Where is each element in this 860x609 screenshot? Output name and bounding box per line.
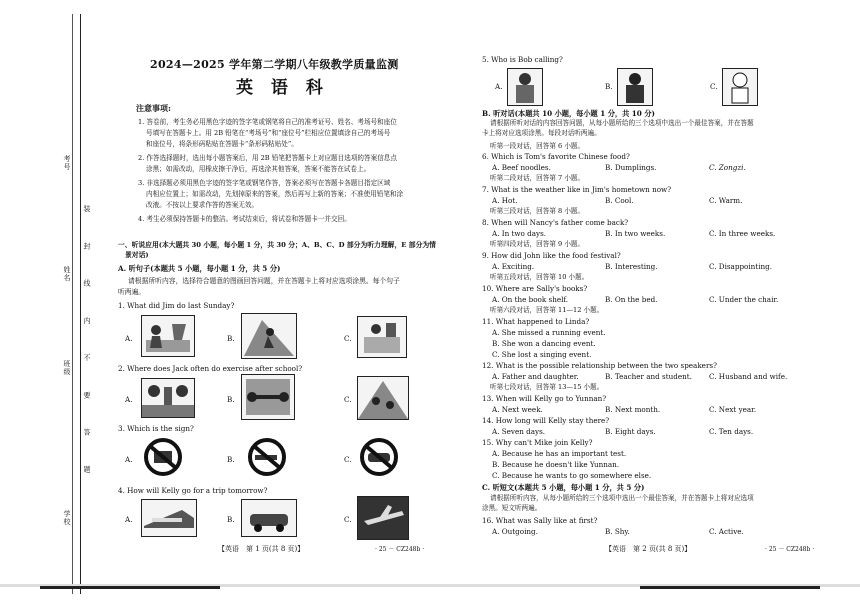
section1-heading-2: 景对话) — [125, 251, 149, 259]
q13-stem: 13. When will Kelly go to Yunnan? — [482, 394, 607, 403]
q7-option-a: A. Hot. — [492, 196, 518, 205]
q1-option-b: B. — [227, 334, 235, 343]
q10-option-b: B. On the bed. — [605, 295, 658, 304]
q3-option-c: C. — [344, 455, 352, 464]
q14-option-b: B. Eight days. — [605, 427, 656, 436]
q15-option-c: C. Because he wants to go somewhere else. — [492, 471, 652, 480]
partC-instruction-2: 涂黑。短文听两遍。 — [482, 504, 542, 512]
margin-seal-text: 装 封 线 内 不 要 答 题 — [83, 205, 91, 487]
q9-option-c: C. Disappointing. — [709, 262, 773, 271]
q13-option-a: A. Next week. — [492, 405, 543, 414]
q12-option-a: A. Father and daughter. — [492, 372, 579, 381]
park-exercise-icon — [142, 379, 194, 417]
q1-option-a: A. — [125, 334, 133, 343]
q16-option-b: B. Shy. — [605, 527, 630, 536]
q13-option-c: C. Next year. — [709, 405, 757, 414]
no-smoking-sign-icon — [245, 437, 289, 477]
partA-instruction: 请根据所听内容，选择符合题意的图画回答问题，并在答题卡上将对应选项涂黑。每个句子 — [128, 277, 400, 285]
q2-option-a: A. — [125, 395, 133, 404]
scan-mark — [40, 586, 220, 589]
exam-title: 2024—2025 学年第二学期八年级教学质量监测 — [150, 58, 399, 71]
dialog3-note: 听第三段对话，回答第 8 小题。 — [490, 207, 585, 215]
q1-picture-c — [357, 316, 407, 358]
q12-stem: 12. What is the possible relationship between the two speakers? — [482, 361, 717, 370]
dialog2-note: 听第二段对话，回答第 7 小题。 — [490, 174, 585, 182]
q4-option-c: C. — [344, 515, 352, 524]
playground-icon — [358, 377, 408, 419]
q3-sign-a — [141, 437, 185, 477]
partA-instruction-2: 听两遍。 — [118, 288, 146, 296]
q8-option-b: B. In two weeks. — [605, 229, 666, 238]
q9-option-b: B. Interesting. — [605, 262, 658, 271]
q6-option-b: B. Dumplings. — [605, 163, 657, 172]
notice-heading: 注意事项: — [136, 103, 171, 113]
q4-picture-a — [141, 499, 197, 537]
q15-option-b: B. Because he doesn't like Yunnan. — [492, 460, 620, 469]
q4-stem: 4. How will Kelly go for a trip tomorrow? — [118, 486, 268, 495]
doctor-icon — [508, 69, 542, 105]
q1-stem: 1. What did Jim do last Sunday? — [118, 301, 235, 310]
partB-heading: B. 听对话(本题共 10 小题，每小题 1 分，共 10 分) — [482, 109, 655, 118]
q3-option-b: B. — [227, 455, 235, 464]
car-icon — [242, 500, 296, 536]
partB-instruction-2: 卡上将对应选项涂黑。每段对话听两遍。 — [482, 129, 601, 137]
partA-heading: A. 听句子(本题共 5 小题，每小题 1 分，共 5 分) — [118, 264, 281, 273]
q2-picture-b — [241, 374, 295, 420]
q12-option-b: B. Teacher and student. — [605, 372, 692, 381]
notice-line: 3. 非选择题必须用黑色字迹的签字笔或钢笔作答，答案必须写在答题卡各题目指定区域 — [138, 179, 391, 187]
binding-line-2 — [72, 14, 73, 594]
right-page-footer: 【英语 第 2 页(共 8 页)】 — [605, 545, 692, 553]
notice-line: 改液。不按以上要求作答的答案无效。 — [146, 201, 259, 209]
q5-stem: 5. Who is Bob calling? — [482, 55, 563, 64]
q1-picture-b — [241, 313, 297, 359]
binding-line — [80, 14, 81, 594]
q1-picture-a — [141, 315, 195, 357]
dialog4-note: 听第四段对话，回答第 9 小题。 — [490, 240, 585, 248]
policeman-icon — [618, 69, 652, 105]
dialog6-note: 听第六段对话，回答第 11—12 小题。 — [490, 306, 604, 314]
q8-option-c: C. In three weeks. — [709, 229, 776, 238]
partC-instruction: 请根据所听内容，从每小题所给的三个选项中选出一个最佳答案，并在答题卡上将对应选项 — [490, 494, 754, 502]
right-page-code: · 25 － CZ248b · — [765, 546, 815, 553]
gym-icon — [242, 375, 294, 419]
q4-option-b: B. — [227, 515, 235, 524]
q5-picture-c — [722, 68, 758, 106]
q15-stem: 15. Why can't Mike join Kelly? — [482, 438, 593, 447]
q11-option-c: C. She lost a singing event. — [492, 350, 592, 359]
q4-option-a: A. — [125, 515, 133, 524]
q6-stem: 6. Which is Tom's favorite Chinese food? — [482, 152, 630, 161]
q2-option-b: B. — [227, 395, 235, 404]
left-page-footer: 【英语 第 1 页(共 8 页)】 — [218, 545, 305, 553]
margin-xuexiao: 学校 — [63, 510, 71, 526]
margin-xingming: 姓名 — [63, 266, 71, 282]
q7-option-c: C. Warm. — [709, 196, 743, 205]
q7-stem: 7. What is the weather like in Jim's hometown now? — [482, 185, 672, 194]
q15-option-a: A. Because he has an important test. — [492, 449, 627, 458]
q9-stem: 9. How did John like the food festival? — [482, 251, 621, 260]
q5-picture-a — [507, 68, 543, 106]
q3-sign-c — [357, 437, 401, 477]
notice-line: 2. 作答选择题时，选出每小题答案后，用 2B 铅笔把答题卡上对应题目选项的答案信息点 — [138, 154, 397, 162]
q2-stem: 2. Where does Jack often do exercise after school? — [118, 364, 303, 373]
q7-option-b: B. Cool. — [605, 196, 634, 205]
notice-line: 涂黑；如需改动，用橡皮擦干净后，再选涂其他答案，答案不能答在试卷上。 — [146, 165, 371, 173]
q10-option-c: C. Under the chair. — [709, 295, 779, 304]
partB-instruction: 请根据所听对话的内容回答问题，从每小题所给的三个选项中选出一个最佳答案，并在答题 — [490, 119, 754, 127]
farm-scene-icon — [142, 316, 194, 356]
q5-option-b: B. — [605, 82, 613, 91]
notice-line: 号填写在答题卡上。用 2B 铅笔在“考场号”和“座位号”栏相应位置填涂自己的考场号 — [146, 129, 391, 137]
cleaning-icon — [358, 317, 406, 357]
dialog7-note: 听第七段对话，回答第 13—15 小题。 — [490, 383, 604, 391]
q16-option-c: C. Active. — [709, 527, 744, 536]
scan-mark — [640, 586, 820, 589]
q8-option-a: A. In two days. — [492, 229, 547, 238]
q16-option-a: A. Outgoing. — [492, 527, 538, 536]
q12-option-c: C. Husband and wife. — [709, 372, 788, 381]
q14-option-c: C. Ten days. — [709, 427, 754, 436]
q2-picture-a — [141, 378, 195, 418]
q8-stem: 8. When will Nancy's father come back? — [482, 218, 629, 227]
q9-option-a: A. Exciting. — [492, 262, 535, 271]
notice-line: 4. 考生必须保持答题卡的整洁。考试结束后，将试卷和答题卡一并交回。 — [138, 215, 351, 223]
q5-picture-b — [617, 68, 653, 106]
q10-stem: 10. Where are Sally's books? — [482, 284, 588, 293]
q5-option-a: A. — [495, 82, 503, 91]
climbing-icon — [242, 314, 296, 358]
q2-option-c: C. — [344, 395, 352, 404]
q11-option-a: A. She missed a running event. — [492, 328, 606, 337]
q6-option-c: C. Zongzi. — [709, 163, 746, 172]
q16-stem: 16. What was Sally like at first? — [482, 516, 598, 525]
q5-option-c: C. — [710, 82, 718, 91]
no-camera-sign-icon — [141, 437, 185, 477]
notice-line: 和座位号，将条形码粘贴在答题卡“条形码粘贴处”。 — [146, 140, 298, 148]
exam-subject: 英 语 科 — [236, 78, 329, 98]
dialog5-note: 听第五段对话，回答第 10 小题。 — [490, 273, 589, 281]
boy-icon — [723, 69, 757, 105]
plane-icon — [358, 497, 408, 539]
q14-stem: 14. How long will Kelly stay there? — [482, 416, 610, 425]
q2-picture-c — [357, 376, 409, 420]
dialog1-note: 听第一段对话，回答第 6 小题。 — [490, 142, 585, 150]
q4-picture-b — [241, 499, 297, 537]
section1-heading: 一、听说应用(本大题共 30 小题，每小题 1 分，共 30 分；A、B、C、D 部分为听力理解，E 部分为情 — [118, 241, 436, 249]
notice-line: 1. 答卷前，考生务必用黑色字迹的签字笔或钢笔将自己的准考证号、姓名、考场号和座位 — [138, 118, 397, 126]
q10-option-a: A. On the book shelf. — [492, 295, 569, 304]
q11-stem: 11. What happened to Linda? — [482, 317, 590, 326]
q3-option-a: A. — [125, 455, 133, 464]
notice-line: 内相应位置上；如需改动，先划掉原来的答案，然后再写上新的答案；不准使用铅笔和涂 — [146, 190, 404, 198]
partC-heading: C. 听短文(本题共 5 小题，每小题 1 分，共 5 分) — [482, 483, 645, 492]
q3-sign-b — [245, 437, 289, 477]
q4-picture-c — [357, 496, 409, 540]
no-parking-sign-icon — [357, 437, 401, 477]
q11-option-b: B. She won a dancing event. — [492, 339, 596, 348]
margin-banji: 班级 — [63, 360, 71, 376]
train-icon — [142, 500, 196, 536]
q14-option-a: A. Seven days. — [492, 427, 546, 436]
q6-option-a: A. Beef noodles. — [492, 163, 551, 172]
left-page-code: · 25 － CZ248b · — [375, 546, 425, 553]
q1-option-c: C. — [344, 334, 352, 343]
q13-option-b: B. Next month. — [605, 405, 661, 414]
q3-stem: 3. Which is the sign? — [118, 424, 194, 433]
margin-kaohao: 考号 — [63, 155, 71, 171]
